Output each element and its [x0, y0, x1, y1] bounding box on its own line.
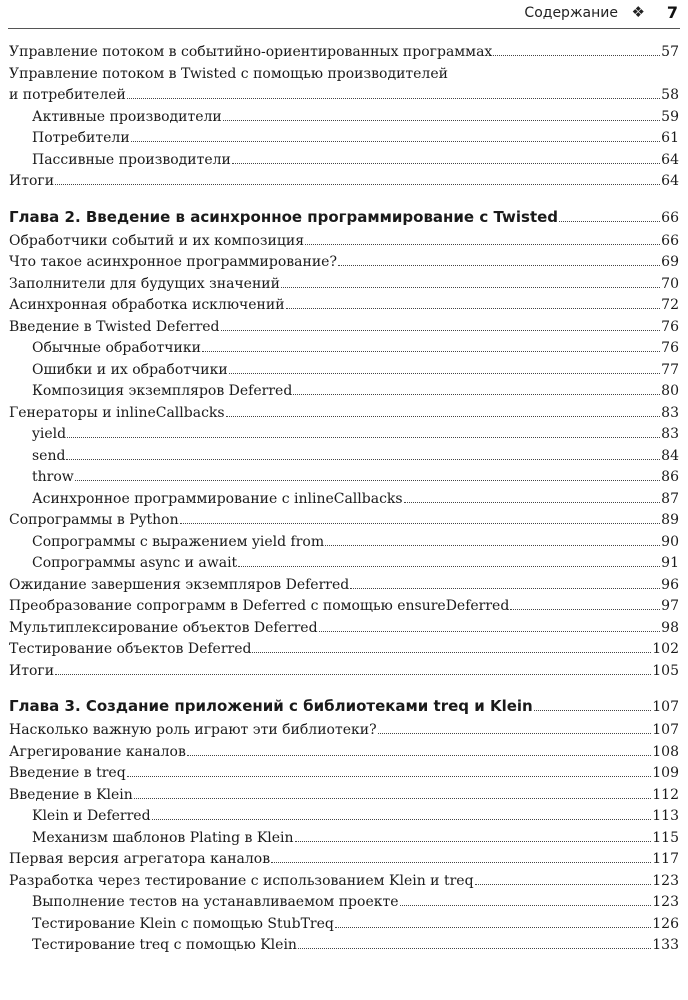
toc-page-number: 117 [652, 851, 679, 867]
toc-entry[interactable] [9, 849, 679, 871]
toc-page-number: 109 [652, 765, 679, 781]
dot-leader [534, 710, 652, 711]
toc-entry[interactable] [9, 64, 679, 86]
toc-entry-title: Потребители [32, 130, 130, 146]
toc-entry-title: Тестирование объектов Deferred [9, 641, 252, 657]
dot-leader [134, 798, 651, 799]
toc-entry-title: Введение в Klein [9, 786, 133, 803]
toc-entry-title: Klein и Deferred [32, 808, 151, 824]
toc-entry-title: Обработчики событий и их композиция [9, 232, 305, 249]
toc-entry[interactable] [9, 128, 679, 150]
dot-leader [281, 287, 660, 288]
dot-leader [378, 733, 652, 734]
chapter-title: Глава 2. Введение в асинхронное программирование с Twisted [9, 207, 559, 226]
toc-entry-title: Сопрограммы в Python [9, 512, 179, 528]
toc-page-number: 108 [652, 743, 679, 760]
toc-entry[interactable] [9, 892, 679, 914]
toc-entry[interactable] [9, 661, 679, 683]
dot-leader [559, 221, 660, 222]
toc-entry[interactable] [9, 150, 679, 172]
toc-entry-title: Композиция экземпляров Deferred [32, 383, 293, 399]
toc-page-number: 64 [661, 151, 679, 168]
toc-entry[interactable] [9, 424, 679, 446]
toc-entry-title: Мультиплексирование объектов Deferred [9, 619, 318, 636]
toc-entry-title: Активные производители [32, 108, 222, 125]
toc-page-number: 76 [661, 318, 679, 335]
toc-entry[interactable] [9, 107, 679, 129]
toc-entry-title: Введение в treq [9, 765, 126, 781]
dot-leader [338, 265, 660, 266]
dot-leader [223, 120, 660, 121]
dot-leader [187, 755, 651, 756]
toc-entry[interactable] [9, 553, 679, 575]
dot-leader [226, 416, 661, 417]
toc-page-number: 66 [661, 232, 679, 249]
toc-page-number: 84 [661, 447, 679, 464]
page-number: 7 [666, 3, 678, 22]
toc-entry-title: yield [32, 426, 67, 442]
toc-entry-title: Управление потоком в Twisted с помощью производителей [9, 65, 448, 82]
toc-page-number: 126 [652, 915, 679, 932]
toc-entry[interactable] [9, 596, 679, 618]
toc-entry-title: send [32, 447, 66, 464]
toc-page-number: 113 [652, 808, 679, 824]
toc-entry-title: Асинхронное программирование с inlineCallbacks [32, 490, 403, 507]
toc-entry[interactable] [9, 85, 679, 107]
dot-leader [67, 437, 660, 438]
dot-leader [229, 373, 660, 374]
toc-page-number: 83 [661, 426, 679, 442]
toc-page-number: 58 [661, 87, 679, 103]
toc-entry[interactable] [9, 785, 679, 807]
toc-page-number: 76 [661, 340, 679, 356]
toc-entry[interactable] [9, 446, 679, 468]
toc-entry-title: Агрегирование каналов [9, 743, 186, 760]
toc-page-number: 107 [652, 699, 679, 715]
toc-entry[interactable] [9, 489, 679, 511]
toc-entry-title: Механизм шаблонов Plating в Klein [32, 829, 294, 846]
toc-entry[interactable] [9, 42, 679, 64]
toc-page-number: 133 [652, 937, 679, 953]
dot-leader [325, 545, 660, 546]
toc-page-number: 86 [661, 469, 679, 485]
dot-leader [305, 244, 660, 245]
toc-page-number: 90 [661, 533, 679, 550]
toc-entry[interactable] [9, 575, 679, 597]
dot-leader [298, 948, 651, 949]
toc-entry[interactable] [9, 403, 679, 425]
toc-page-number: 69 [661, 254, 679, 270]
toc-page-number: 87 [661, 490, 679, 507]
toc-entry[interactable] [9, 532, 679, 554]
toc-entry-title: Заполнители для будущих значений [9, 275, 280, 292]
toc-entry-title: Сопрограммы async и await [32, 555, 238, 571]
toc-entry[interactable] [9, 935, 679, 957]
toc-entry[interactable] [9, 510, 679, 532]
dot-leader [335, 927, 651, 928]
toc-page-number: 123 [652, 894, 679, 910]
dot-leader [293, 394, 660, 395]
dot-leader [127, 98, 660, 99]
toc-entry-title: Тестирование treq с помощью Klein [32, 937, 297, 953]
toc-page-number: 98 [661, 619, 679, 636]
dot-leader [400, 905, 652, 906]
toc-page-number: 72 [661, 297, 679, 313]
toc-page-number: 89 [661, 512, 679, 528]
dot-leader [238, 566, 660, 567]
toc-entry-title: Обычные обработчики [32, 340, 201, 356]
toc-entry-title: Введение в Twisted Deferred [9, 318, 220, 335]
toc-page-number: 61 [661, 130, 679, 146]
toc-entry[interactable] [9, 763, 679, 785]
toc-entry-title: Итоги [9, 173, 55, 189]
toc-entry-title: throw [32, 469, 74, 485]
dot-leader [252, 652, 651, 653]
toc-page-number: 66 [661, 209, 679, 226]
dot-leader [232, 163, 660, 164]
toc-entry-title: Первая версия агрегатора каналов [9, 851, 271, 867]
chapter-title: Глава 3. Создание приложений с библиотеками treq и Klein [9, 697, 533, 715]
dot-leader [127, 776, 652, 777]
toc-entry[interactable] [9, 274, 679, 296]
toc-entry-title: Асинхронная обработка исключений [9, 297, 285, 313]
dot-leader [404, 502, 661, 503]
toc-entry-title: Преобразование сопрограмм в Deferred с помощью ensureDeferred [9, 598, 510, 614]
toc-entry[interactable] [9, 338, 679, 360]
dot-leader [131, 141, 661, 142]
toc-page-number: 112 [652, 786, 679, 803]
toc-page-number: 83 [661, 404, 679, 421]
toc-entry-title: Сопрограммы с выражением yield from [32, 533, 325, 550]
dot-leader [286, 308, 661, 309]
toc-entry[interactable] [9, 171, 679, 193]
toc-entry-title: Ожидание завершения экземпляров Deferred [9, 576, 350, 593]
dot-leader [66, 459, 660, 460]
dot-leader [152, 819, 652, 820]
table-of-contents [9, 42, 679, 957]
toc-page-number: 96 [661, 576, 679, 593]
running-header [0, 0, 688, 28]
header-rule [8, 28, 680, 29]
dot-leader [180, 523, 661, 524]
toc-entry[interactable] [9, 252, 679, 274]
chapter-heading[interactable] [9, 205, 679, 229]
toc-page-number: 77 [661, 361, 679, 378]
dot-leader [271, 862, 651, 863]
toc-entry-title: Итоги [9, 662, 55, 679]
dot-leader [493, 55, 660, 56]
toc-entry-title: Генераторы и inlineCallbacks [9, 404, 225, 421]
toc-page-number: 123 [652, 872, 679, 889]
toc-page-number: 102 [652, 641, 679, 657]
dot-leader [75, 480, 660, 481]
header-title: Содержание [524, 5, 618, 21]
toc-entry[interactable] [9, 317, 679, 339]
toc-page-number: 97 [661, 598, 679, 614]
toc-entry[interactable] [9, 639, 679, 661]
toc-page-number: 70 [661, 275, 679, 292]
toc-entry[interactable] [9, 618, 679, 640]
toc-page-number: 64 [661, 173, 679, 189]
toc-entry[interactable] [9, 720, 679, 742]
toc-entry[interactable] [9, 871, 679, 893]
toc-page-number: 115 [652, 829, 679, 846]
toc-page-number: 105 [652, 662, 679, 679]
toc-page-number: 59 [661, 108, 679, 125]
dot-leader [295, 841, 652, 842]
toc-entry-title: Пассивные производители [32, 151, 231, 168]
toc-page-number: 91 [661, 555, 679, 571]
toc-entry-title: Разработка через тестирование с использованием Klein и treq [9, 872, 474, 889]
toc-entry[interactable] [9, 360, 679, 382]
toc-entry-title: Выполнение тестов на устанавливаемом проекте [32, 894, 399, 910]
dot-leader [319, 631, 661, 632]
toc-entry-title: Тестирование Klein с помощью StubTreq [32, 915, 334, 932]
dot-leader [55, 674, 651, 675]
toc-entry[interactable] [9, 381, 679, 403]
toc-entry-title: Ошибки и их обработчики [32, 361, 228, 378]
dot-leader [55, 184, 660, 185]
toc-entry-title: Что такое асинхронное программирование? [9, 254, 337, 270]
toc-page-number: 57 [661, 44, 679, 60]
dot-leader [350, 588, 660, 589]
toc-entry[interactable] [9, 742, 679, 764]
toc-entry[interactable] [9, 914, 679, 936]
toc-entry[interactable] [9, 467, 679, 489]
toc-page-number: 107 [652, 722, 679, 738]
toc-entry-title: Насколько важную роль играют эти библиотеки? [9, 722, 377, 738]
chapter-heading[interactable] [9, 694, 679, 718]
ornament-icon: ❖ [631, 3, 645, 21]
dot-leader [475, 884, 652, 885]
toc-entry[interactable] [9, 806, 679, 828]
toc-entry[interactable] [9, 828, 679, 850]
toc-entry-title: Управление потоком в событийно-ориентированных программах [9, 44, 493, 60]
dot-leader [510, 609, 660, 610]
dot-leader [202, 351, 660, 352]
toc-entry[interactable] [9, 295, 679, 317]
dot-leader [221, 330, 661, 331]
toc-entry-title: и потребителей [9, 87, 126, 103]
toc-entry[interactable] [9, 231, 679, 253]
toc-page-number: 80 [661, 383, 679, 399]
